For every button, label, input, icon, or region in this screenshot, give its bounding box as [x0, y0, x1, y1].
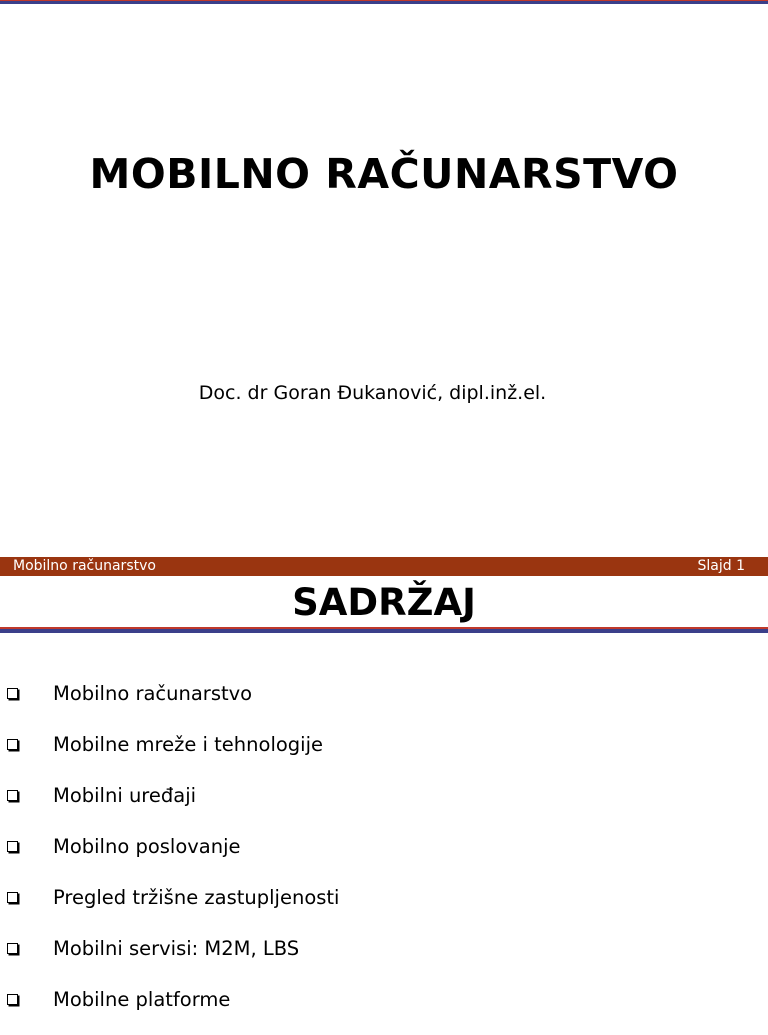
list-item: [0, 933, 768, 984]
list-item-label: Mobilne mreže i tehnologije: [53, 733, 324, 756]
slide-footer: [0, 557, 768, 576]
square-bullet-icon: [7, 892, 18, 903]
square-bullet-icon: [7, 739, 18, 750]
list-item: [0, 729, 768, 780]
square-bullet-icon: [7, 790, 18, 801]
list-item-label: Mobilno poslovanje: [53, 835, 241, 858]
list-item-label: Mobilni servisi: M2M, LBS: [53, 937, 300, 960]
slide-title: MOBILNO RAČUNARSTVO: [89, 150, 679, 198]
list-item: [0, 882, 768, 933]
list-item-label: Mobilni uređaji: [53, 784, 197, 807]
contents-title: SADRŽAJ: [292, 581, 476, 624]
square-bullet-icon: [7, 841, 18, 852]
footer-slide-number: Slajd 1: [697, 558, 745, 574]
list-item: [0, 678, 768, 729]
contents-rule: [0, 627, 768, 633]
top-rule: [0, 0, 768, 4]
list-item: [0, 984, 768, 1035]
square-bullet-icon: [7, 688, 18, 699]
square-bullet-icon: [7, 943, 18, 954]
list-item-label: Pregled tržišne zastupljenosti: [53, 886, 340, 909]
list-item-label: Mobilno računarstvo: [53, 682, 253, 705]
slide-author: Doc. dr Goran Đukanović, dipl.inž.el.: [198, 382, 547, 404]
footer-course-name: Mobilno računarstvo: [13, 558, 156, 574]
list-item: [0, 780, 768, 831]
list-item-label: Mobilne platforme: [53, 988, 231, 1011]
square-bullet-icon: [7, 994, 18, 1005]
list-item: [0, 831, 768, 882]
contents-list: [0, 678, 768, 1035]
